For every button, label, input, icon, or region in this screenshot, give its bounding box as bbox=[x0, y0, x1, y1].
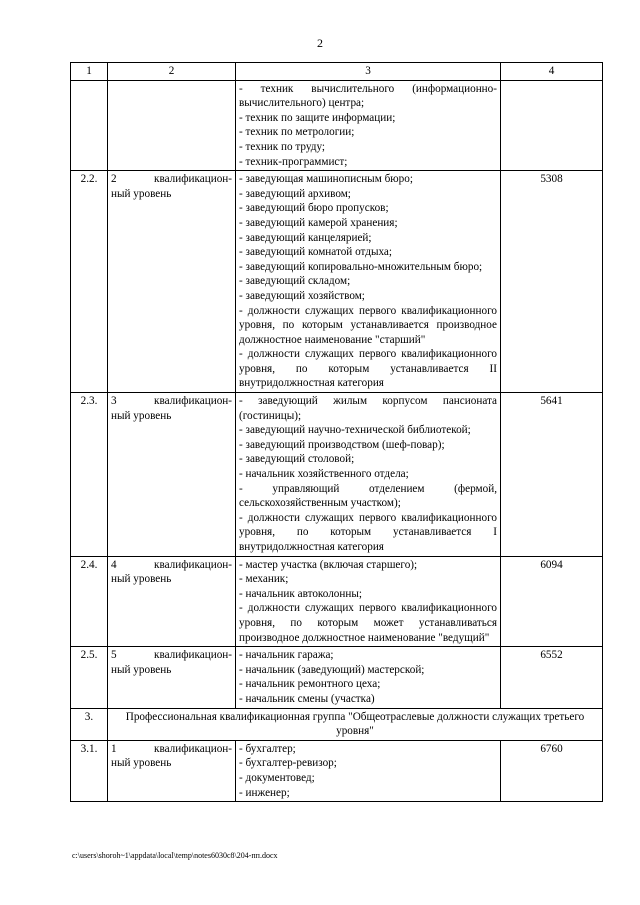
level-word-end: ный уровень bbox=[111, 409, 172, 422]
position-item: - механик; bbox=[239, 573, 289, 586]
level-cell bbox=[108, 80, 236, 171]
position-item: - заведующий бюро пропусков; bbox=[239, 202, 389, 215]
position-item: - должности служащих первого квалификационного уровня, по которым может устанавливаться производное должностное наименование "ведущий" bbox=[239, 602, 497, 644]
position-item: - управляющий отделением (фермой, сельскохозяйственным участком); bbox=[239, 482, 497, 510]
level-number: 2 bbox=[111, 173, 117, 186]
salary-cell: 6552 bbox=[501, 647, 603, 708]
table-row bbox=[71, 556, 603, 647]
level-word: квалификацион- bbox=[154, 742, 232, 755]
position-item: - техник по защите информации; bbox=[239, 111, 396, 124]
position-item: - начальник хозяйственного отдела; bbox=[239, 468, 409, 481]
position-item: - заведующий складом; bbox=[239, 275, 351, 288]
position-item: - инженер; bbox=[239, 786, 290, 799]
positions-cell bbox=[236, 556, 501, 647]
position-item: - начальник смены (участка) bbox=[239, 692, 375, 705]
row-number: 2.3. bbox=[71, 393, 108, 557]
group-number: 3. bbox=[71, 708, 108, 740]
salary-cell: 6094 bbox=[501, 556, 603, 647]
header-row bbox=[71, 63, 603, 81]
table-row bbox=[71, 740, 603, 801]
position-item: - должности служащих первого квалификационного уровня, по которым устанавливается I внутридолжностная категория bbox=[239, 511, 497, 553]
position-item: - заведующий комнатой отдыха; bbox=[239, 246, 392, 259]
level-cell bbox=[108, 171, 236, 393]
level-cell bbox=[108, 393, 236, 557]
level-word-end: ный уровень bbox=[111, 187, 172, 200]
position-item: - начальник гаража; bbox=[239, 649, 334, 662]
level-word: квалификацион- bbox=[154, 649, 232, 662]
table-row bbox=[71, 393, 603, 557]
position-item: - заведующий хозяйством; bbox=[239, 289, 365, 302]
position-item: - заведующий научно-технической библиотекой; bbox=[239, 424, 471, 437]
salary-table bbox=[70, 62, 603, 802]
row-number: 2.4. bbox=[71, 556, 108, 647]
header-cell-2: 2 bbox=[108, 63, 236, 81]
table-row bbox=[71, 80, 603, 171]
position-item: - техник по труду; bbox=[239, 140, 326, 153]
position-item: - заведующий жилым корпусом пансионата (гостиницы); bbox=[239, 395, 497, 422]
position-item: - заведующий столовой; bbox=[239, 453, 355, 466]
positions-cell bbox=[236, 647, 501, 708]
position-item: - должности служащих первого квалификационного уровня, по которым устанавливается производное должностное наименование "старший" bbox=[239, 304, 497, 346]
position-item: - заведующий камерой хранения; bbox=[239, 216, 398, 229]
position-item: - заведующий канцелярией; bbox=[239, 231, 372, 244]
salary-cell: 5641 bbox=[501, 393, 603, 557]
level-cell bbox=[108, 647, 236, 708]
file-path-footer: c:\users\shoroh~1\appdata\local\temp\notes6030c8\204-пп.docx bbox=[72, 851, 278, 860]
position-item: - начальник (заведующий) мастерской; bbox=[239, 663, 425, 676]
position-item: - мастер участка (включая старшего); bbox=[239, 558, 418, 571]
level-word-end: ный уровень bbox=[111, 757, 172, 770]
level-cell bbox=[108, 556, 236, 647]
salary-cell bbox=[501, 80, 603, 171]
position-item: - должности служащих первого квалификационного уровня, по которым устанавливается II внутридолжностная категория bbox=[239, 348, 497, 390]
position-item: - заведующая машинописным бюро; bbox=[239, 173, 413, 186]
position-item: - начальник ремонтного цеха; bbox=[239, 678, 381, 691]
positions-cell bbox=[236, 740, 501, 801]
page-number: 2 bbox=[317, 36, 323, 50]
level-number: 4 bbox=[111, 558, 117, 571]
position-item: - документовед; bbox=[239, 771, 315, 784]
row-number bbox=[71, 80, 108, 171]
level-word: квалификацион- bbox=[154, 173, 232, 186]
position-item: - бухгалтер-ревизор; bbox=[239, 757, 337, 770]
positions-cell bbox=[236, 393, 501, 557]
position-item: - заведующий производством (шеф-повар); bbox=[239, 438, 445, 451]
level-number: 5 bbox=[111, 649, 117, 662]
position-item: - техник-программист; bbox=[239, 155, 348, 168]
header-cell-1: 1 bbox=[71, 63, 108, 81]
position-item: - техник вычислительного (информационно-вычислительного) центра; bbox=[239, 82, 497, 110]
row-number: 3.1. bbox=[71, 740, 108, 801]
row-number: 2.5. bbox=[71, 647, 108, 708]
salary-cell: 6760 bbox=[501, 740, 603, 801]
level-word-end: ный уровень bbox=[111, 573, 172, 586]
position-item: - техник по метрологии; bbox=[239, 126, 355, 139]
level-number: 1 bbox=[111, 742, 117, 755]
level-word-end: ный уровень bbox=[111, 663, 172, 676]
group-title: Профессиональная квалификационная группа "Общеотраслевые должности служащих третьего уровня" bbox=[108, 708, 603, 740]
group-row bbox=[71, 708, 603, 740]
header-cell-4: 4 bbox=[501, 63, 603, 81]
position-item: - заведующий копировально-множительным бюро; bbox=[239, 260, 483, 273]
table-row bbox=[71, 171, 603, 393]
position-item: - начальник автоколонны; bbox=[239, 587, 363, 600]
level-word: квалификацион- bbox=[154, 558, 232, 571]
row-number: 2.2. bbox=[71, 171, 108, 393]
table-row bbox=[71, 647, 603, 708]
level-number: 3 bbox=[111, 395, 117, 408]
position-item: - бухгалтер; bbox=[239, 742, 296, 755]
position-item: - заведующий архивом; bbox=[239, 187, 351, 200]
level-word: квалификацион- bbox=[154, 395, 232, 408]
level-cell bbox=[108, 740, 236, 801]
header-cell-3: 3 bbox=[236, 63, 501, 81]
positions-cell bbox=[236, 171, 501, 393]
salary-cell: 5308 bbox=[501, 171, 603, 393]
positions-cell bbox=[236, 80, 501, 171]
